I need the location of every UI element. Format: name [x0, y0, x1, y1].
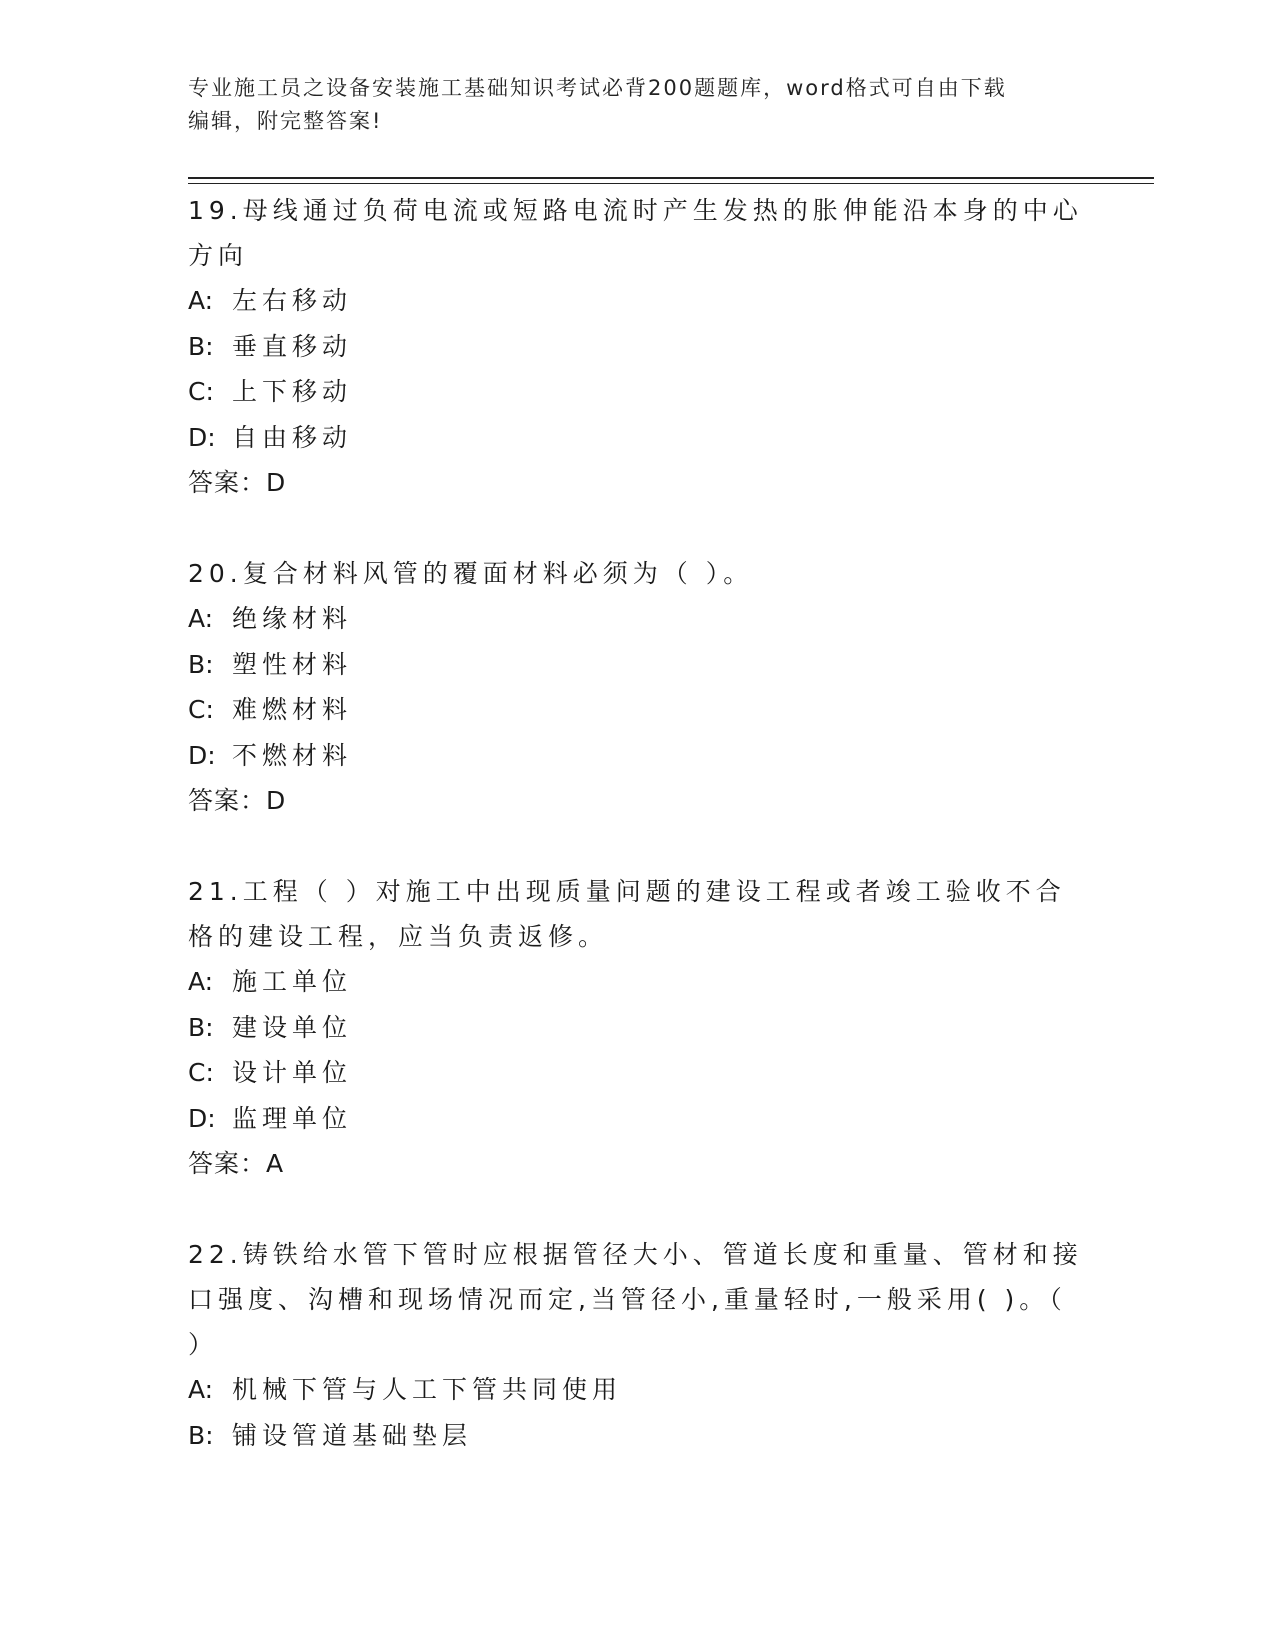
option-text: 设计单位 [232, 1058, 353, 1087]
question-text: 21.工程（ ）对施工中出现质量问题的建设工程或者竣工验收不合格的建设工程，应当负责返修。 [188, 877, 1066, 951]
question-text: 19.母线通过负荷电流或短路电流时产生发热的胀伸能沿本身的中心方向 [188, 196, 1083, 270]
option-d [188, 415, 1088, 461]
option-text: 监理单位 [232, 1103, 353, 1133]
answer-line: 答案：D [188, 786, 287, 815]
option-b [188, 324, 1088, 370]
option-b [188, 1413, 1088, 1459]
option-text: 施工单位 [232, 967, 353, 996]
document-header [188, 72, 1078, 138]
header-divider-thin [188, 183, 1154, 184]
option-b [188, 1005, 1088, 1051]
option-label: B: [188, 1012, 214, 1042]
option-label: A: [188, 604, 214, 633]
question-19 [188, 188, 1088, 505]
option-a [188, 596, 1088, 642]
question-list [188, 188, 1088, 1504]
option-label: D: [188, 422, 216, 452]
answer-line: 答案：A [188, 1149, 285, 1178]
option-text: 不燃材料 [232, 740, 353, 770]
option-text: 铺设管道基础垫层 [232, 1420, 473, 1450]
option-label: B: [188, 331, 214, 361]
option-label: A: [188, 967, 214, 996]
option-d [188, 733, 1088, 779]
option-label: D: [188, 1103, 216, 1133]
option-label: A: [188, 286, 214, 315]
option-text: 绝缘材料 [232, 604, 353, 633]
question-text: 22.铸铁给水管下管时应根据管径大小、管道长度和重量、管材和接口强度、沟槽和现场情况而定,当管径小,重量轻时,一般采用( )。（ ） [188, 1240, 1083, 1359]
question-21 [188, 869, 1088, 1186]
option-text: 左右移动 [232, 286, 353, 315]
option-text: 上下移动 [232, 377, 353, 406]
option-label: C: [188, 695, 214, 724]
question-22 [188, 1232, 1088, 1458]
option-text: 难燃材料 [232, 695, 353, 724]
option-label: B: [188, 649, 214, 679]
header-divider-thick [188, 177, 1154, 179]
option-label: A: [188, 1375, 214, 1404]
answer-line: 答案：D [188, 468, 287, 497]
option-label: B: [188, 1420, 214, 1450]
option-label: C: [188, 377, 214, 406]
option-text: 塑性材料 [232, 649, 353, 679]
option-text: 建设单位 [232, 1012, 353, 1042]
header-line-2: 编辑，附完整答案! [188, 109, 383, 133]
option-b [188, 642, 1088, 688]
option-a [188, 959, 1088, 1005]
option-a [188, 278, 1088, 324]
question-text: 20.复合材料风管的覆面材料必须为（ ）。 [188, 559, 754, 588]
question-20 [188, 551, 1088, 823]
option-text: 自由移动 [232, 422, 353, 452]
option-text: 机械下管与人工下管共同使用 [232, 1375, 623, 1404]
header-line-1: 专业施工员之设备安装施工基础知识考试必背200题题库，word格式可自由下载 [188, 76, 1007, 100]
option-a [188, 1367, 1088, 1413]
option-label: D: [188, 740, 216, 770]
option-c [188, 369, 1088, 415]
option-text: 垂直移动 [232, 331, 353, 361]
option-c [188, 1050, 1088, 1096]
option-c [188, 687, 1088, 733]
option-label: C: [188, 1058, 214, 1087]
option-d [188, 1096, 1088, 1142]
